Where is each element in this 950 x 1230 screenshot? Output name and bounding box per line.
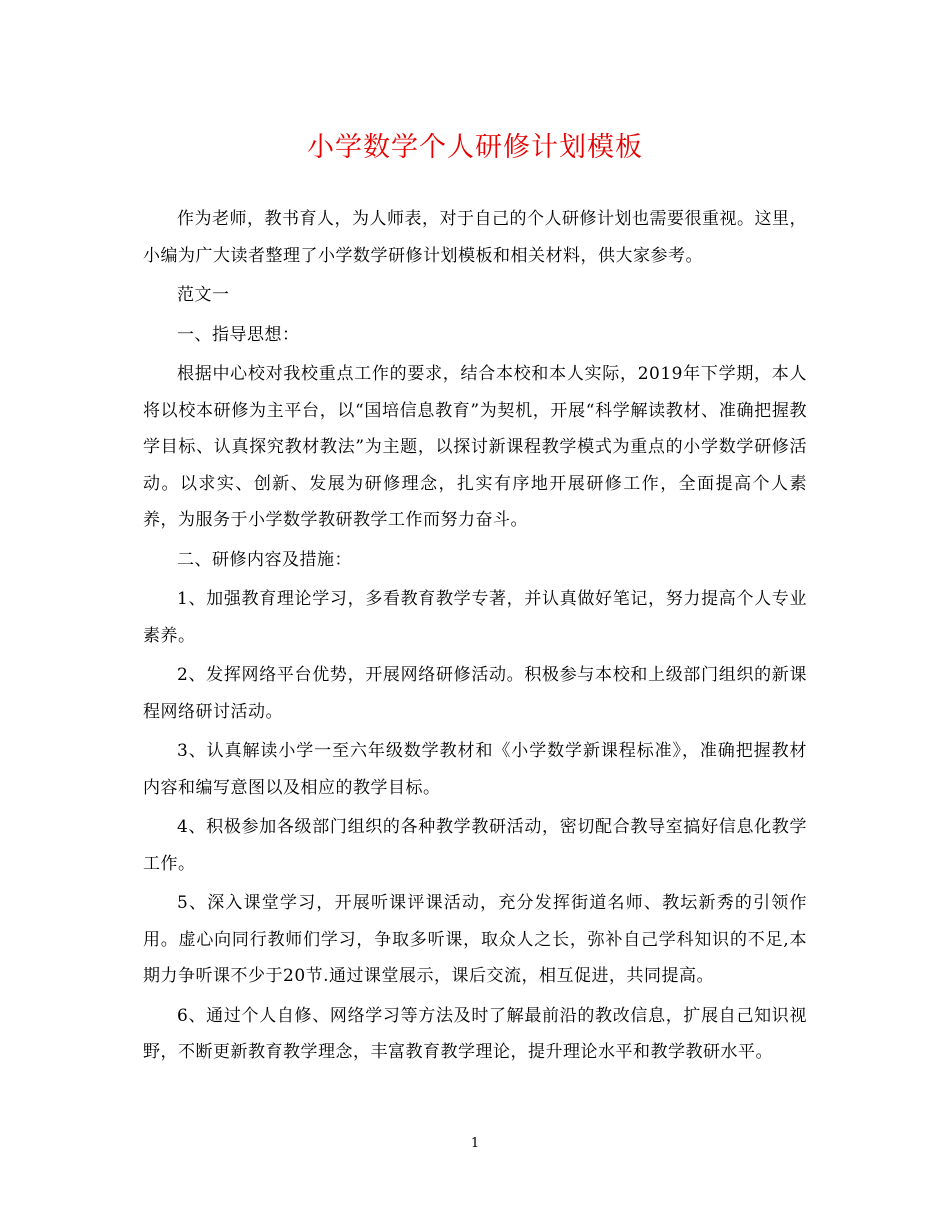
measure-item-6: 6、通过个人自修、网络学习等方法及时了解最前沿的教改信息，扩展自己知识视野，不断更新教育教学理念，丰富教育教学理论，提升理论水平和教学教研水平。	[143, 1005, 807, 1062]
guiding-thought-paragraph: 根据中心校对我校重点工作的要求，结合本校和本人实际，2019年下学期，本人将以校本研修为主平台，以“国培信息教育”为契机，开展“科学解读教材、准确把握教学目标、认真探究教材教法”为主题，以探讨新课程教学模式为重点的小学数学研修活动。以求实、创新、发展为研修理念，扎实有序地开展研修工作，全面提高个人素养，为服务于小学数学教研教学工作而努力奋斗。	[143, 364, 807, 530]
measure-item-4: 4、积极参加各级部门组织的各种教学教研活动，密切配合教导室搞好信息化教学工作。	[143, 817, 807, 874]
page-number: 1	[470, 1136, 480, 1151]
document-title: 小学数学个人研修计划模板	[307, 132, 643, 163]
sample-heading: 范文一	[177, 285, 230, 305]
section-heading-content-measures: 二、研修内容及措施：	[177, 549, 352, 570]
measure-item-5: 5、深入课堂学习，开展听课评课活动，充分发挥街道名师、教坛新秀的引领作用。虚心向同行教师们学习，争取多听课，取众人之长，弥补自己学科知识的不足,本期力争听课不少于20节.通过课堂展示，课后交流，相互促进，共同提高。	[143, 893, 807, 986]
section-heading-guiding-thought: 一、指导思想：	[177, 324, 300, 345]
intro-paragraph: 作为老师，教书育人，为人师表，对于自己的个人研修计划也需要很重视。这里，小编为广大读者整理了小学数学研修计划模板和相关材料，供大家参考。	[143, 209, 807, 266]
measure-item-2: 2、发挥网络平台优势，开展网络研修活动。积极参与本校和上级部门组织的新课程网络研讨活动。	[143, 665, 807, 722]
measure-item-3: 3、认真解读小学一至六年级数学教材和《小学数学新课程标准》，准确把握教材内容和编写意图以及相应的教学目标。	[143, 741, 807, 798]
measure-item-1: 1、加强教育理论学习，多看教育教学专著，并认真做好笔记，努力提高个人专业素养。	[143, 589, 807, 646]
document-body	[143, 201, 807, 1074]
